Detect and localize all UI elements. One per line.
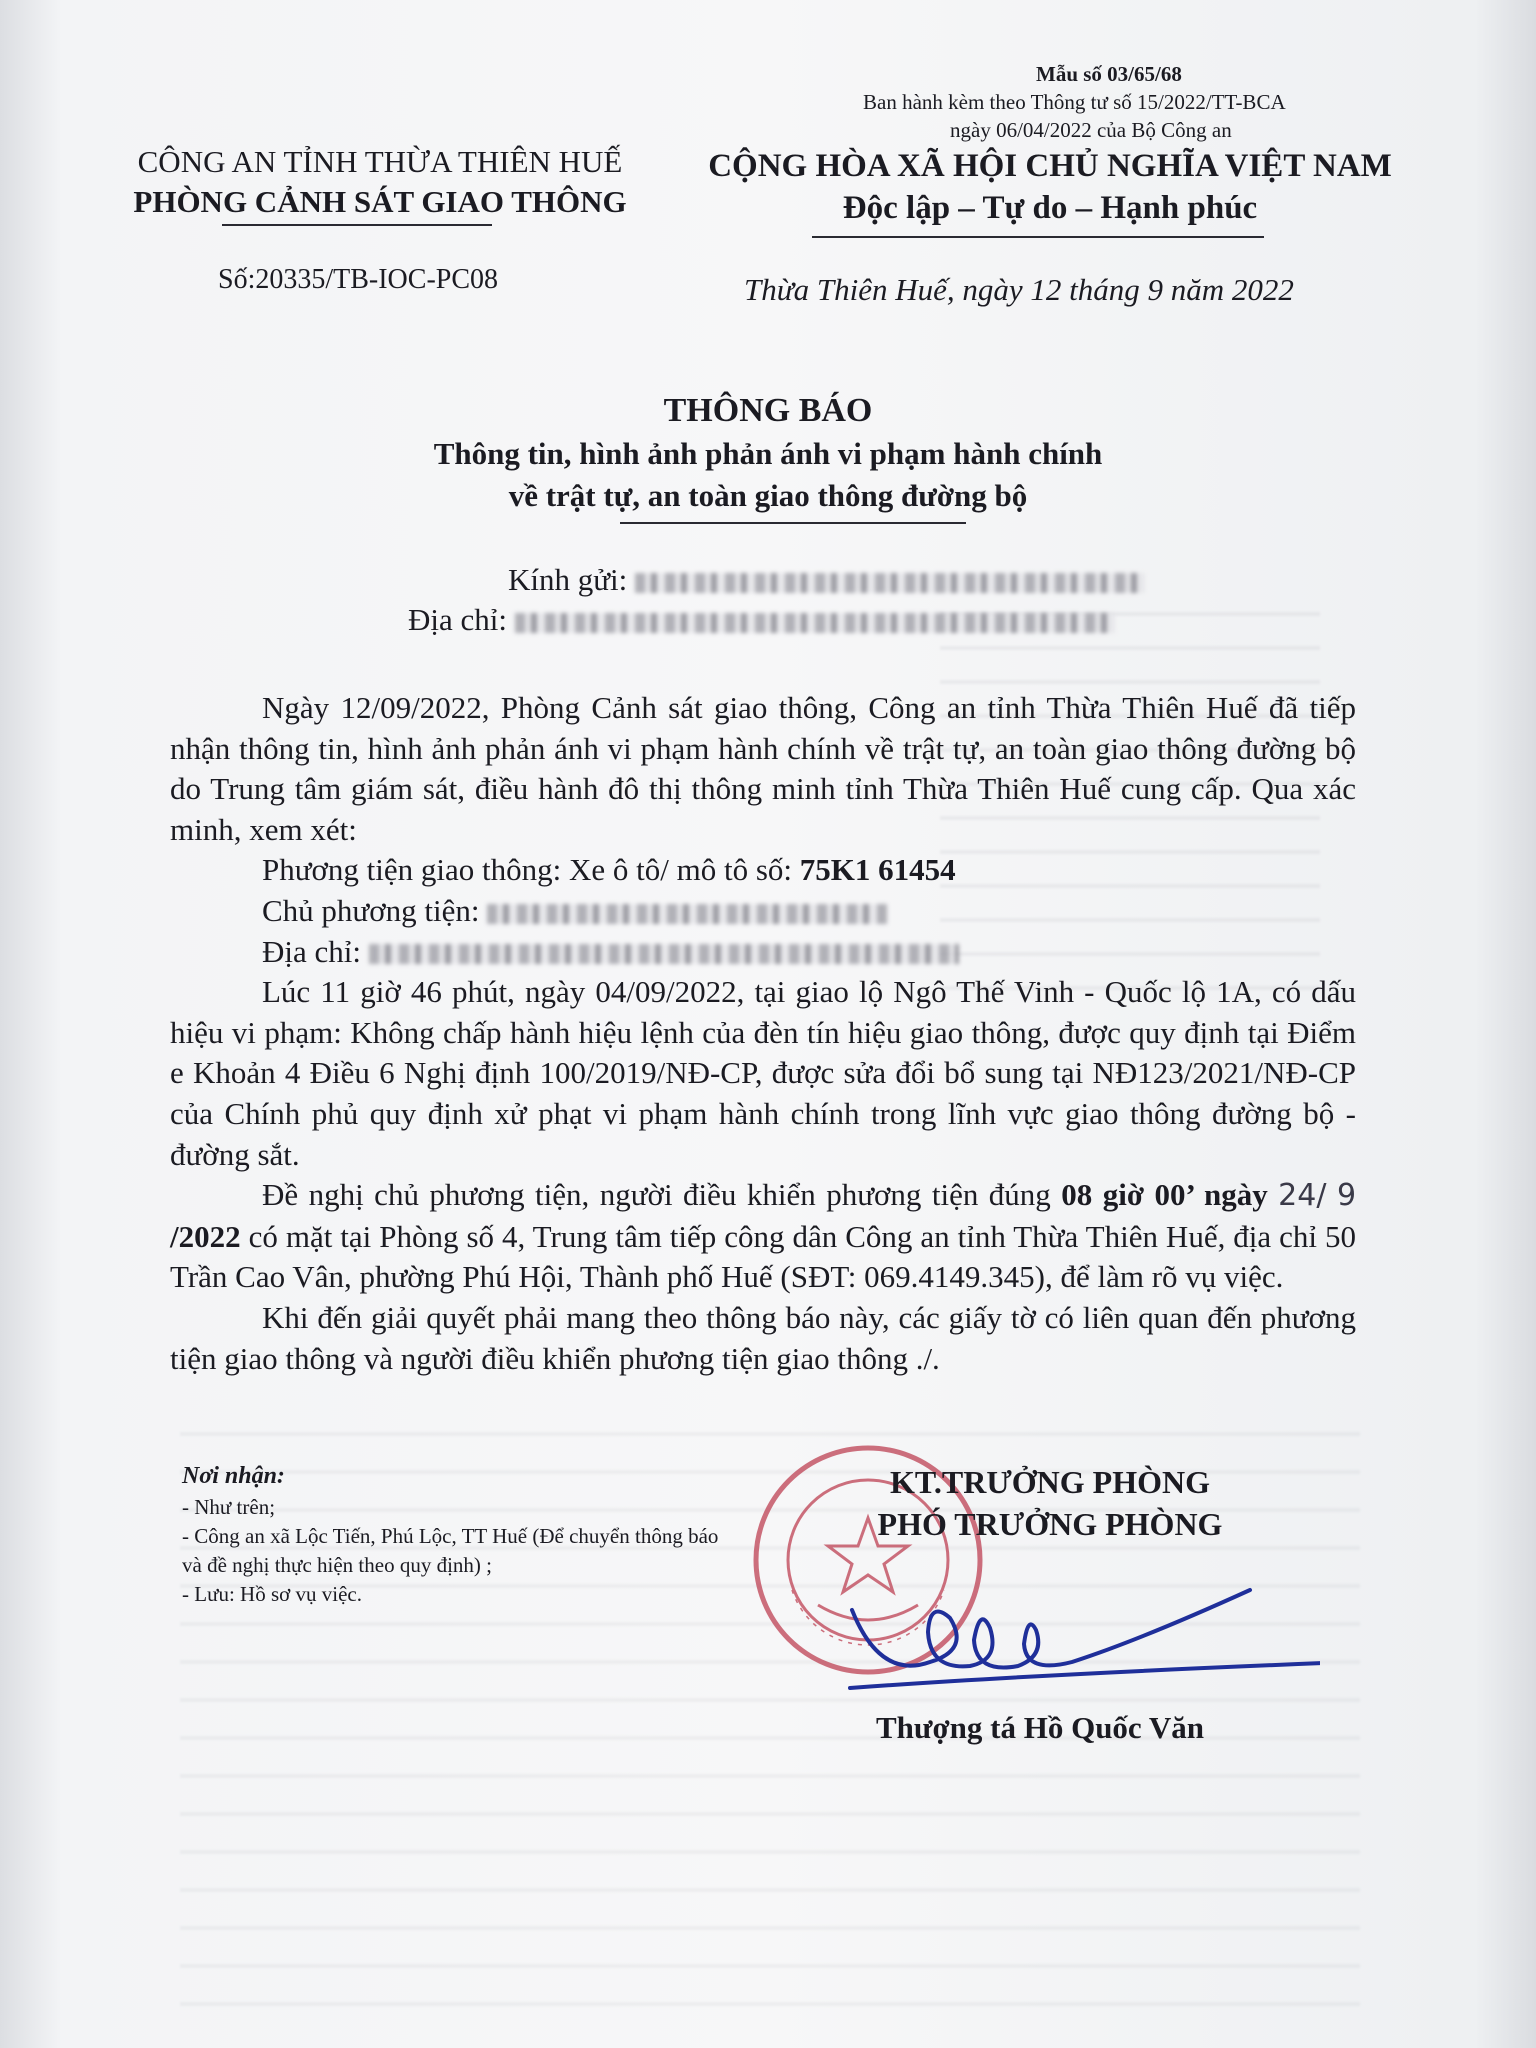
signature-role-2: PHÓ TRƯỞNG PHÒNG bbox=[877, 1506, 1223, 1542]
nation-name: CỘNG HÒA XÃ HỘI CHỦ NGHĨA VIỆT NAM bbox=[708, 148, 1392, 184]
owner-address-line bbox=[170, 932, 1356, 973]
agency-name: PHÒNG CẢNH SÁT GIAO THÔNG bbox=[133, 184, 627, 219]
doc-title-line1: Thông tin, hình ảnh phản ánh vi phạm hành chính bbox=[433, 436, 1103, 471]
vehicle-line bbox=[170, 850, 1356, 891]
owner-address-label: Địa chỉ: bbox=[262, 933, 361, 969]
body-paragraph-2: Lúc 11 giờ 46 phút, ngày 04/09/2022, tại giao lộ Ngô Thế Vinh - Quốc lộ 1A, có dấu hiệu vi phạm: Không chấp hành hiệu lệnh của đèn tín hiệu giao thông, được quy định tại Điểm e Khoản 4 Điều 6 Nghị định 100/2019/NĐ-CP, được sửa đổi bổ sung tại NĐ123/2021/NĐ-CP của Chính phủ quy định xử phạt vi phạm hành chính trong lĩnh vực giao thông đường bộ - đường sắt. bbox=[170, 974, 1356, 1172]
recipient-address-label: Địa chỉ: bbox=[408, 602, 507, 637]
redacted-recipient-address bbox=[515, 613, 1115, 633]
recipients-heading: Nơi nhận: bbox=[182, 1463, 285, 1489]
redacted-owner-address bbox=[369, 944, 959, 964]
recipient-address bbox=[408, 602, 1115, 638]
form-issued-date: ngày 06/04/2022 của Bộ Công an bbox=[950, 118, 1232, 142]
place-date: Thừa Thiên Huế, ngày 12 tháng 9 năm 2022 bbox=[744, 272, 1294, 307]
recipients-item: - Như trên; bbox=[182, 1495, 276, 1519]
license-plate: 75K1 61454 bbox=[799, 852, 956, 888]
signer-name: Thượng tá Hồ Quốc Văn bbox=[875, 1710, 1205, 1745]
handwritten-month: 9 bbox=[1336, 1178, 1357, 1214]
nation-motto: Độc lập – Tự do – Hạnh phúc bbox=[842, 190, 1258, 226]
appointment-year: /2022 bbox=[170, 1218, 241, 1254]
request-text-b: có mặt tại Phòng số 4, Trung tâm tiếp công dân Công an tỉnh Thừa Thiên Huế, địa chỉ 50 Trần Cao Vân, phường Phú Hội, Thành phố Huế (SĐT: 069.4149.345), để làm rõ vụ việc. bbox=[170, 1218, 1357, 1295]
body-paragraph-1: Ngày 12/09/2022, Phòng Cảnh sát giao thông, Công an tỉnh Thừa Thiên Huế đã tiếp nhận thông tin, hình ảnh phản ánh vi phạm hành chính về trật tự, an toàn giao thông đường bộ do Trung tâm giám sát, điều hành đô thị thông minh tỉnh Thừa Thiên Huế cung cấp. Qua xác minh, xem xét: bbox=[170, 690, 1356, 847]
owner-line bbox=[170, 891, 1356, 932]
body-text bbox=[170, 688, 1356, 1379]
doc-title-line2: về trật tự, an toàn giao thông đường bộ bbox=[508, 478, 1028, 513]
appointment-time: 08 giờ 00’ ngày bbox=[1061, 1177, 1268, 1213]
doc-heading: THÔNG BÁO bbox=[663, 392, 873, 429]
doc-number: Số:20335/TB-IOC-PC08 bbox=[218, 264, 499, 295]
recipient-to-label: Kính gửi: bbox=[508, 562, 628, 597]
body-paragraph-3 bbox=[170, 1175, 1356, 1298]
title-underline bbox=[620, 522, 966, 524]
body-paragraph-4: Khi đến giải quyết phải mang theo thông báo này, các giấy tờ có liên quan đến phương tiện giao thông và người điều khiển phương tiện giao thông ./. bbox=[170, 1299, 1356, 1376]
handwritten-signature bbox=[840, 1570, 1320, 1700]
recipients-item: - Lưu: Hồ sơ vụ việc. bbox=[182, 1582, 362, 1606]
form-code: Mẫu số 03/65/68 bbox=[1036, 62, 1182, 86]
request-text-a: Đề nghị chủ phương tiện, người điều khiển phương tiện đúng bbox=[262, 1177, 1051, 1213]
recipient-to bbox=[508, 562, 1145, 598]
date-separator: / bbox=[1316, 1178, 1327, 1214]
agency-parent: CÔNG AN TỈNH THỪA THIÊN HUẾ bbox=[137, 144, 623, 179]
redacted-recipient-name bbox=[635, 573, 1145, 593]
form-issued-with: Ban hành kèm theo Thông tư số 15/2022/TT-BCA bbox=[863, 90, 1286, 114]
handwritten-day: 24 bbox=[1278, 1178, 1317, 1214]
recipients-item: - Công an xã Lộc Tiến, Phú Lộc, TT Huế (Để chuyển thông báo và đề nghị thực hiện theo quy định) ; bbox=[182, 1524, 719, 1577]
vehicle-label: Phương tiện giao thông: Xe ô tô/ mô tô số: bbox=[262, 852, 793, 888]
recipients-block bbox=[182, 1462, 742, 1609]
owner-label: Chủ phương tiện: bbox=[262, 892, 480, 928]
redacted-owner-name bbox=[487, 904, 887, 924]
motto-underline bbox=[812, 236, 1264, 238]
agency-underline bbox=[222, 224, 492, 226]
signature-role-1: KT.TRƯỞNG PHÒNG bbox=[890, 1464, 1210, 1500]
